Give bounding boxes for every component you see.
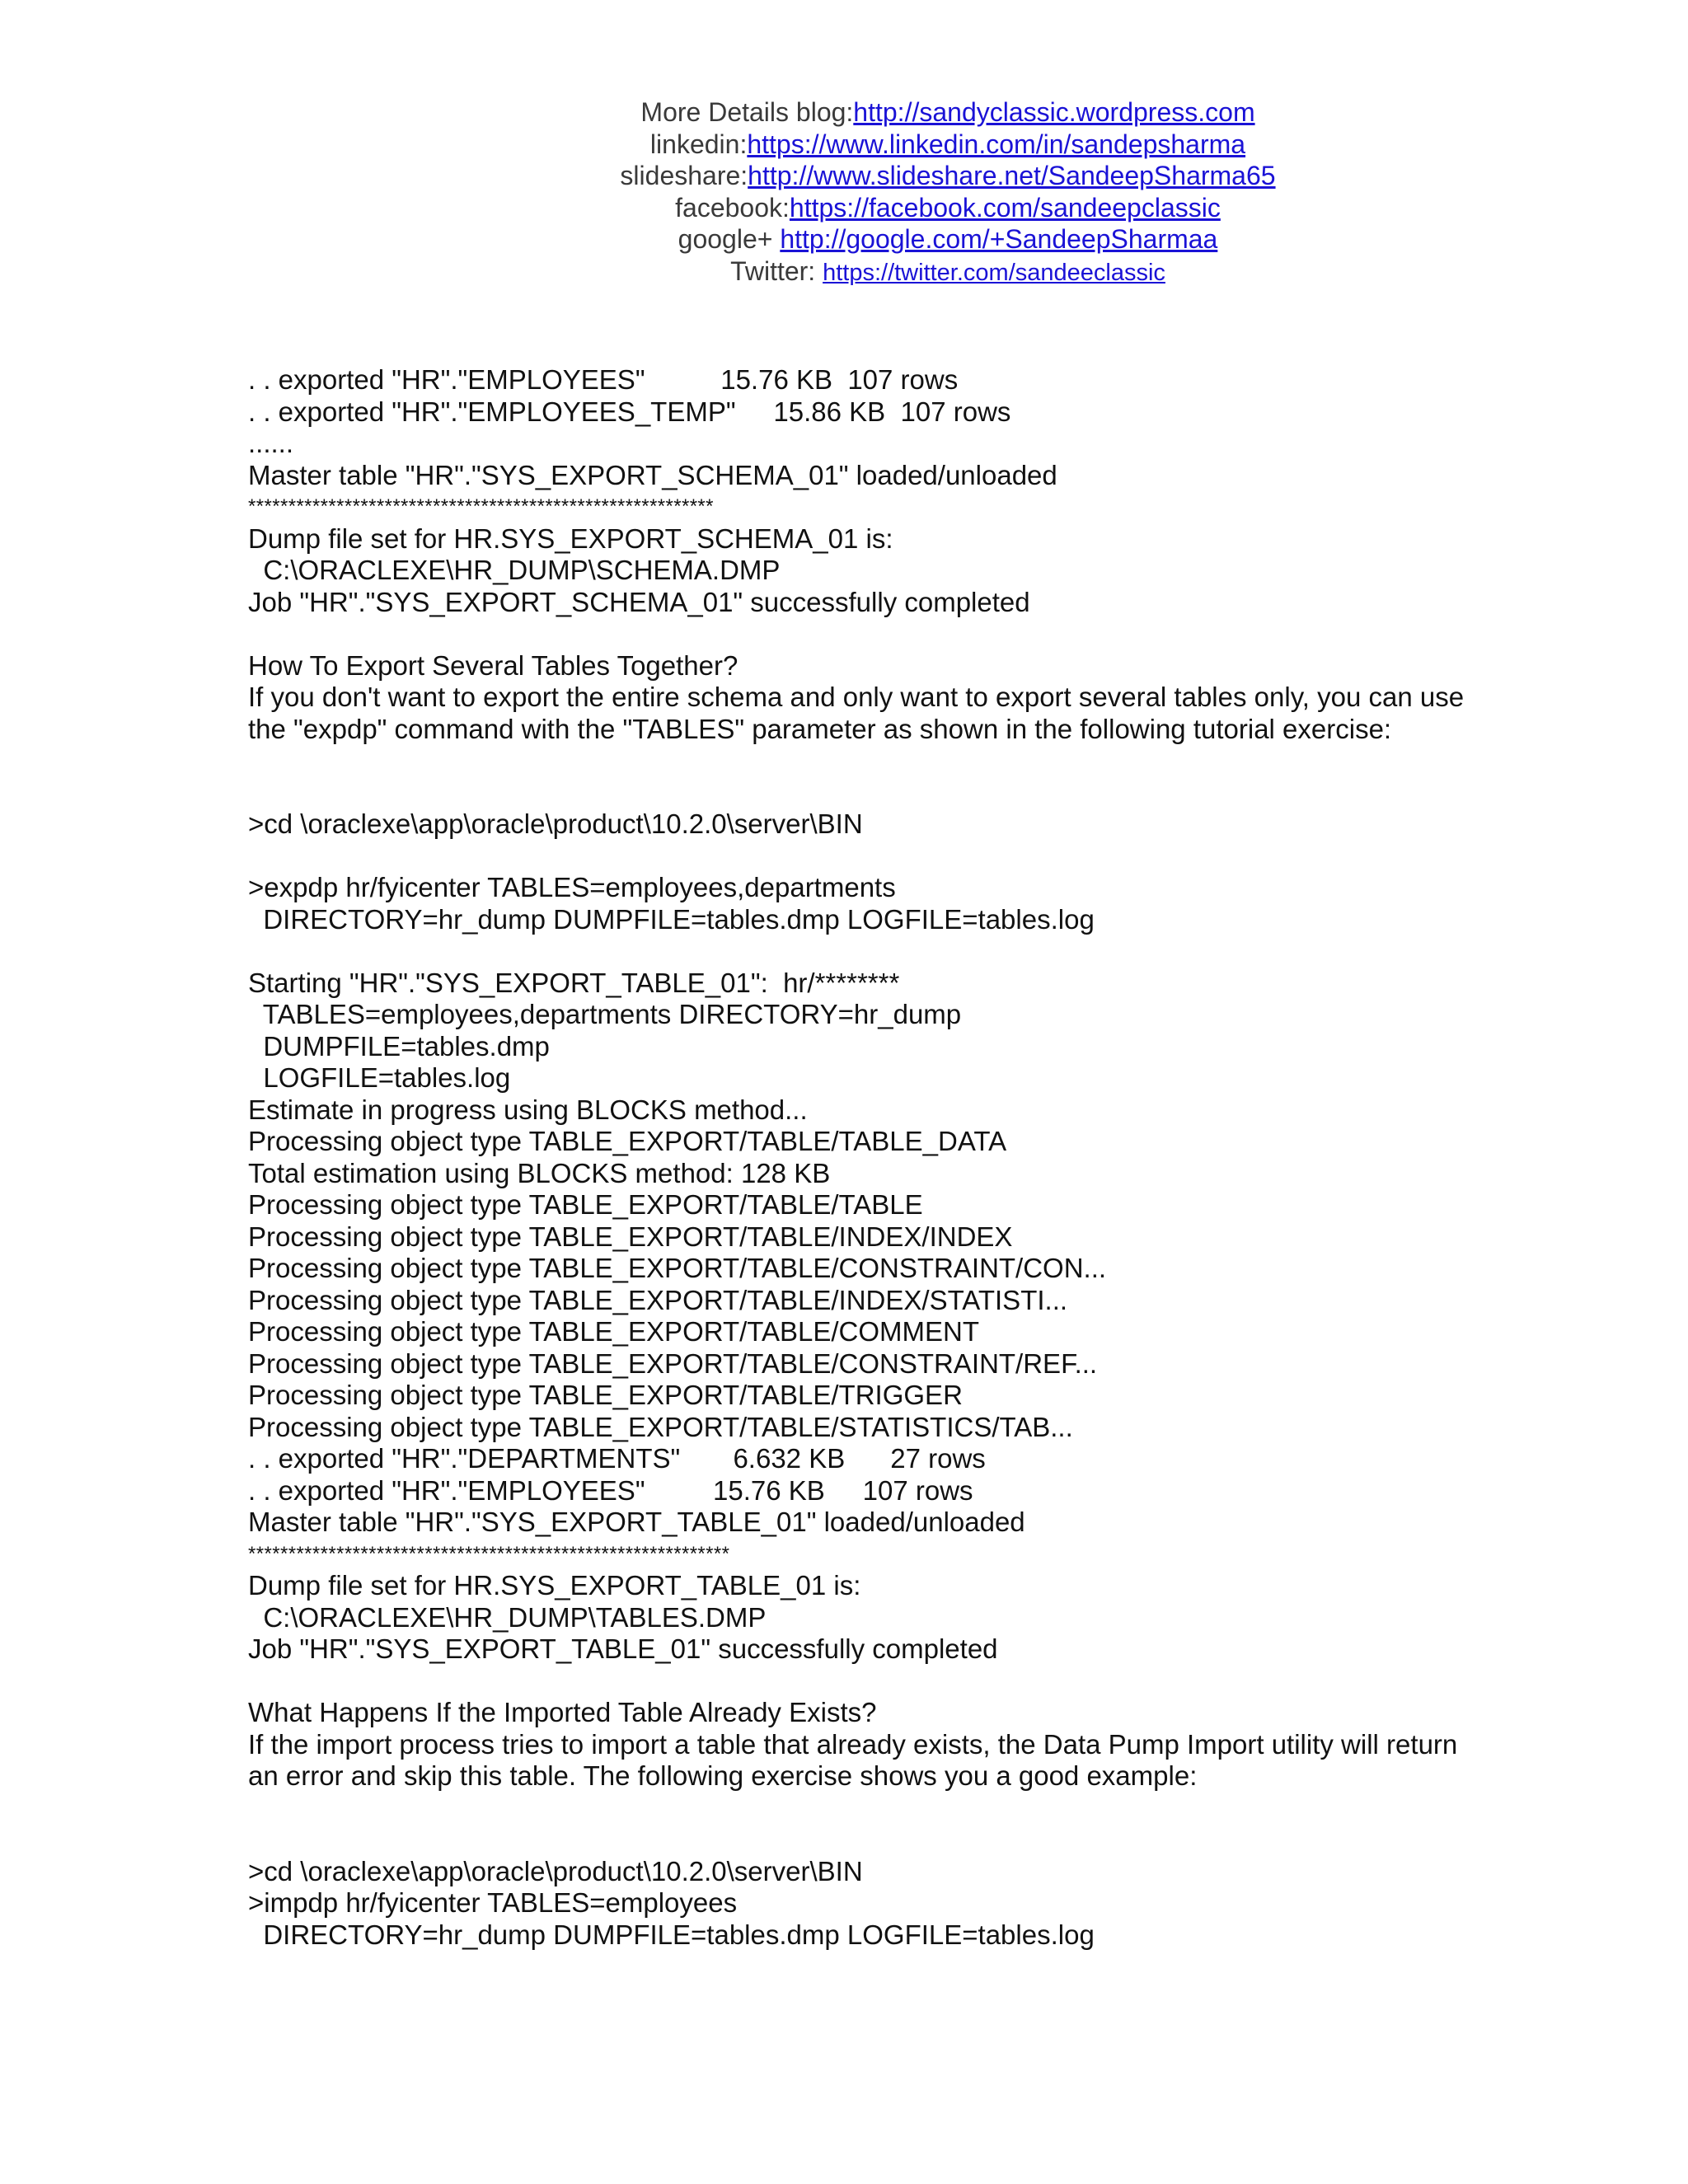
export-log-line: Processing object type TABLE_EXPORT/TABLE/STATISTICS/TAB... [248, 1411, 1073, 1442]
export-log-line: Processing object type TABLE_EXPORT/TABLE/INDEX/STATISTI... [248, 1284, 1068, 1315]
blank-line [248, 1824, 1468, 1856]
export-log-line: Processing object type TABLE_EXPORT/TABLE/TRIGGER [248, 1380, 963, 1410]
export-log-line: Processing object type TABLE_EXPORT/TABLE/CONSTRAINT/REF... [248, 1347, 1098, 1379]
command-line: >impdp hr/fyicenter TABLES=employees [248, 1887, 738, 1918]
export-log-line: . . exported "HR"."EMPLOYEES" 15.76 KB 107 rows [248, 1474, 973, 1506]
export-log-line: Dump file set for HR.SYS_EXPORT_TABLE_01 is: [248, 1570, 861, 1601]
export-log-line: Dump file set for HR.SYS_EXPORT_SCHEMA_01 is: [248, 523, 893, 554]
command-line: >cd \oraclexe\app\oracle\product\10.2.0\server\BIN [248, 808, 863, 839]
export-log-line: Processing object type TABLE_EXPORT/TABLE/INDEX/INDEX [248, 1221, 1013, 1252]
export-log-line: ...... [248, 428, 294, 458]
paragraph: If the import process tries to import a table that already exists, the Data Pump Import utility will return an error and skip this table. The following exercise shows you a good example: [248, 1728, 1458, 1791]
export-log-line: Master table "HR"."SYS_EXPORT_SCHEMA_01" loaded/unloaded [248, 459, 1057, 490]
facebook-line [0, 192, 1688, 224]
paragraph: If you don't want to export the entire schema and only want to export several tables only, you can use the "expdp" command with the "TABLES" parameter as shown in the following tutorial exercise: [248, 682, 1465, 744]
blank-line [248, 1666, 1468, 1698]
export-log-line: C:\ORACLEXE\HR_DUMP\SCHEMA.DMP [248, 555, 781, 585]
blog-link[interactable]: http://sandyclassic.wordpress.com [853, 97, 1255, 127]
google-link[interactable]: http://google.com/+SandeepSharmaa [780, 224, 1218, 255]
export-log-line: Processing object type TABLE_EXPORT/TABLE/TABLE [248, 1189, 923, 1220]
blog-label: More Details blog: [640, 97, 854, 127]
export-log-line: Master table "HR"."SYS_EXPORT_TABLE_01" loaded/unloaded [248, 1507, 1025, 1537]
document-body [248, 364, 1468, 1951]
separator-line: ********************************************************** [248, 495, 714, 518]
export-log-line: . . exported "HR"."EMPLOYEES_TEMP" 15.86 KB 107 rows [248, 396, 1011, 427]
export-log-line: Starting "HR"."SYS_EXPORT_TABLE_01": hr/******** [248, 967, 900, 998]
export-log-line: TABLES=employees,departments DIRECTORY=hr_dump [248, 999, 962, 1029]
export-log-line: C:\ORACLEXE\HR_DUMP\TABLES.DMP [248, 1601, 767, 1633]
export-log-line: Processing object type TABLE_EXPORT/TABLE/TABLE_DATA [248, 1126, 1007, 1156]
export-log-line: Processing object type TABLE_EXPORT/TABLE/COMMENT [248, 1316, 980, 1347]
blank-line [248, 935, 1468, 968]
blog-line [0, 96, 1688, 129]
slideshare-line [0, 160, 1688, 192]
export-log-line: Total estimation using BLOCKS method: 128 KB [248, 1157, 831, 1188]
export-log-line: DUMPFILE=tables.dmp [248, 1030, 550, 1062]
command-line: >cd \oraclexe\app\oracle\product\10.2.0\server\BIN [248, 1855, 863, 1886]
blank-line [248, 777, 1468, 809]
google-label: google+ [678, 224, 781, 255]
contact-links-header [0, 96, 1688, 289]
slideshare-label: slideshare: [620, 161, 748, 191]
export-log-line: LOGFILE=tables.log [248, 1062, 511, 1093]
linkedin-label: linkedin: [649, 129, 748, 159]
export-log-line: Job "HR"."SYS_EXPORT_SCHEMA_01" successfully completed [248, 586, 1030, 617]
blank-line [248, 618, 1468, 650]
command-line: DIRECTORY=hr_dump DUMPFILE=tables.dmp LOGFILE=tables.log [248, 903, 1095, 935]
export-log-line: . . exported "HR"."EMPLOYEES" 15.76 KB 107 rows [248, 364, 959, 395]
blank-line [248, 745, 1468, 777]
export-log-line: Estimate in progress using BLOCKS method... [248, 1094, 808, 1125]
linkedin-link[interactable]: https://www.linkedin.com/in/sandepsharma [747, 129, 1246, 159]
facebook-link[interactable]: https://facebook.com/sandeepclassic [789, 192, 1221, 223]
section-heading: How To Export Several Tables Together? [248, 649, 738, 681]
separator-line: ************************************************************ [248, 1542, 730, 1565]
slideshare-link[interactable]: http://www.slideshare.net/SandeepSharma65 [748, 161, 1276, 191]
facebook-label: facebook: [675, 192, 790, 223]
twitter-line [0, 255, 1688, 289]
blank-line [248, 1793, 1468, 1825]
twitter-link[interactable]: https://twitter.com/sandeeclassic [823, 259, 1165, 286]
command-line: DIRECTORY=hr_dump DUMPFILE=tables.dmp LOGFILE=tables.log [248, 1919, 1095, 1950]
twitter-label: Twitter: [730, 255, 823, 286]
linkedin-line [0, 129, 1688, 161]
command-line: >expdp hr/fyicenter TABLES=employees,departments [248, 872, 896, 902]
blank-line [248, 841, 1468, 873]
export-log-line: . . exported "HR"."DEPARTMENTS" 6.632 KB 27 rows [248, 1443, 986, 1474]
section-heading: What Happens If the Imported Table Already Exists? [248, 1697, 877, 1727]
export-log-line: Processing object type TABLE_EXPORT/TABLE/CONSTRAINT/CON... [248, 1253, 1107, 1283]
google-line [0, 223, 1688, 255]
export-log-line: Job "HR"."SYS_EXPORT_TABLE_01" successfully completed [248, 1633, 998, 1664]
